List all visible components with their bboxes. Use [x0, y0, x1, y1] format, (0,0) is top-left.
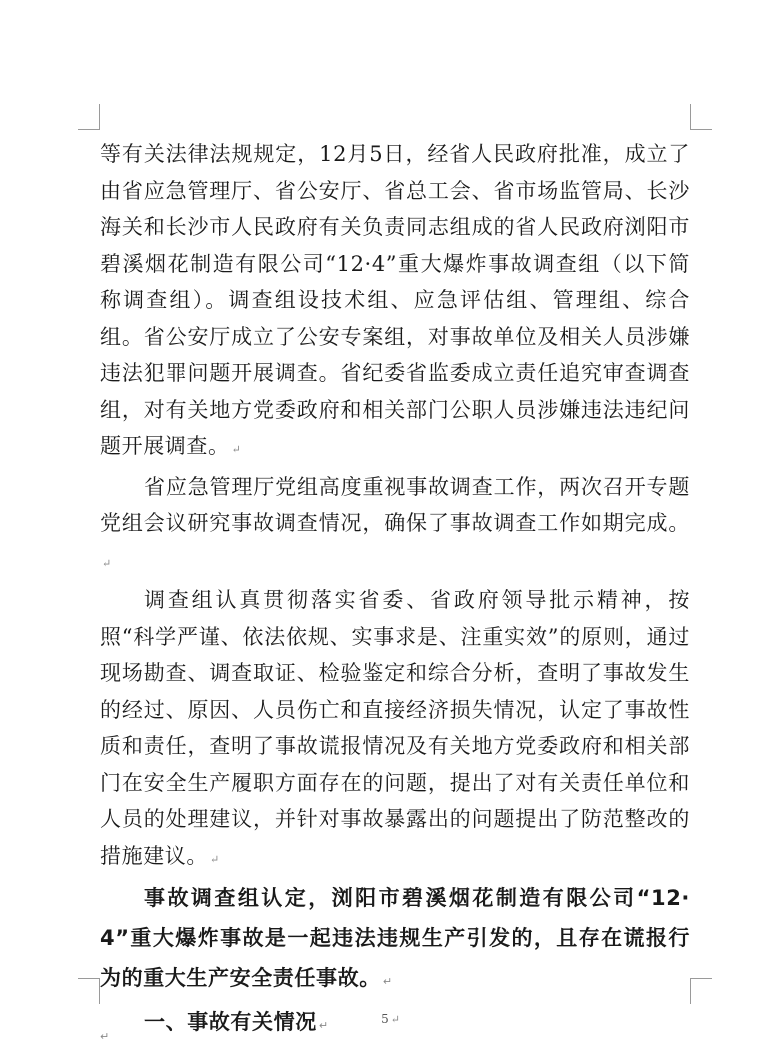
page-number-value: 5 — [381, 1012, 389, 1026]
paragraph-mark-icon: ↵ — [231, 443, 241, 456]
paragraph-conclusion[interactable] — [100, 878, 690, 1002]
paragraph-4-text: 事故调查组认定，浏阳市碧溪烟花制造有限公司“12·4”重大爆炸事故是一起违法违规生产引发的，且存在谎报行为的重大生产安全责任事故。 — [100, 886, 690, 990]
paragraph-mark-icon: ↵ — [382, 975, 393, 988]
paragraph-1[interactable] — [100, 136, 690, 469]
page-number — [0, 1012, 781, 1026]
paragraph-1-text: 等有关法律法规规定，12月5日，经省人民政府批准，成立了由省应急管理厅、省公安厅、省总工会、省市场监管局、长沙海关和长沙市人民政府有关负责同志组成的省人民政府浏阳市碧溪烟花制造有限公司“12·4”重大爆炸事故调查组（以下简称调查组）。调查组设技术组、应急评估组、管理组、综合组。省公安厅成立了公安专案组，对事故单位及相关人员涉嫌违法犯罪问题开展调查。省纪委省监委成立责任追究审查调查组，对有关地方党委政府和相关部门公职人员涉嫌违法违纪问题开展调查。 — [100, 142, 690, 458]
paragraph-mark-icon: ↵ — [318, 1019, 329, 1032]
paragraph-mark-icon: ↵ — [102, 556, 112, 570]
paragraph-mark-icon: ↵ — [210, 852, 220, 866]
crop-mark-bottom-left — [78, 978, 100, 1004]
paragraph-2[interactable] — [100, 469, 690, 583]
empty-paragraph-mark-icon: ↵ — [100, 1030, 110, 1043]
paragraph-mark-icon: ↵ — [390, 1013, 400, 1026]
crop-mark-top-right — [690, 104, 712, 130]
paragraph-3[interactable] — [100, 582, 690, 878]
crop-mark-top-left — [78, 104, 100, 130]
paragraph-2-text: 省应急管理厅党组高度重视事故调查工作，两次召开专题党组会议研究事故调查情况，确保了事故调查工作如期完成。 — [100, 474, 690, 535]
paragraph-3-text: 调查组认真贯彻落实省委、省政府领导批示精神，按照“科学严谨、依法依规、实事求是、注重实效”的原则，通过现场勘查、调查取证、检验鉴定和综合分析，查明了事故发生的经过、原因、人员伤亡和直接经济损失情况，认定了事故性质和责任，查明了事故谎报情况及有关地方党委政府和相关部门在安全生产履职方面存在的问题，提出了对有关责任单位和人员的处理建议，并针对事故暴露出的问题提出了防范整改的措施建议。 — [100, 588, 690, 868]
crop-mark-bottom-right — [690, 978, 712, 1004]
section-heading-text: 一、事故有关情况 — [144, 1010, 317, 1034]
document-body[interactable] — [100, 136, 690, 1046]
